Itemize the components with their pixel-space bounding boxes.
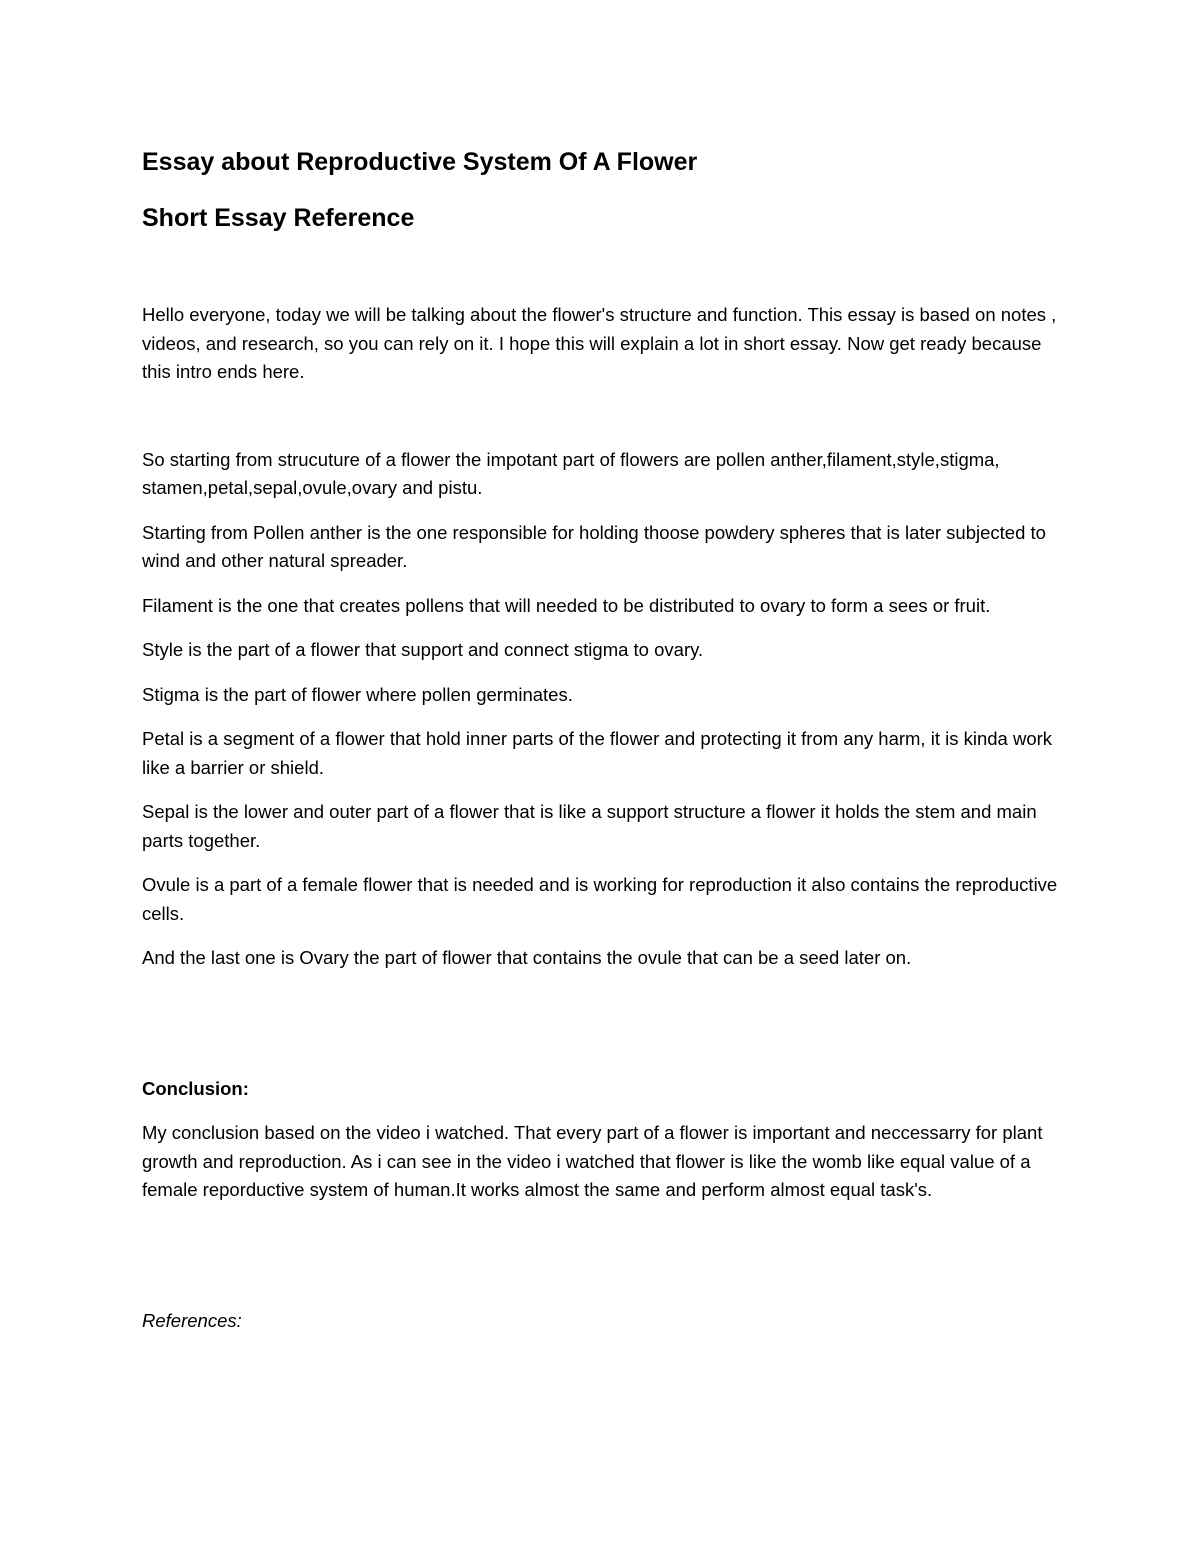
intro-paragraph: Hello everyone, today we will be talking about the flower's structure and function. This essay is based on notes , videos, and research, so you can rely on it. I hope this will explain a lot in short essay. Now get ready because this intro ends here. [142,304,1057,382]
document-content [142,138,1067,1335]
body-paragraph: Ovule is a part of a female flower that is needed and is working for reproduction it also contains the reproductive cells. [142,874,1058,924]
body-paragraph: So starting from strucuture of a flower the impotant part of flowers are pollen anther,filament,style,stigma, stamen,petal,sepal,ovule,ovary and pistu. [142,448,1000,498]
body-paragraph: Sepal is the lower and outer part of a flower that is like a support structure a flower it holds the stem and main parts together. [142,801,1037,851]
references-heading: References: [142,1309,242,1331]
body-paragraph: And the last one is Ovary the part of flower that contains the ovule that can be a seed later on. [142,947,912,968]
body-paragraph: Starting from Pollen anther is the one responsible for holding thoose powdery spheres that is later subjected to wind and other natural spreader. [142,521,1046,571]
conclusion-heading: Conclusion: [142,1077,249,1099]
essay-subtitle: Short Essay Reference [142,204,415,232]
body-paragraph: Stigma is the part of flower where pollen germinates. [142,683,573,705]
body-paragraph: Petal is a segment of a flower that hold inner parts of the flower and protecting it from any harm, it is kinda work like a barrier or shield. [142,728,1053,778]
conclusion-paragraph: My conclusion based on the video i watched. That every part of a flower is important and neccessarry for plant growth and reproduction. As i can see in the video i watched that flower is like the womb like equal value of a female reporductive system of human.It works almost the same and perform almost equal task's. [142,1122,1043,1200]
body-paragraph: Style is the part of a flower that support and connect stigma to ovary. [142,639,704,660]
body-paragraph: Filament is the one that creates pollens that will needed to be distributed to ovary to form a sees or fruit. [142,594,991,616]
essay-title: Essay about Reproductive System Of A Flower [142,148,698,176]
